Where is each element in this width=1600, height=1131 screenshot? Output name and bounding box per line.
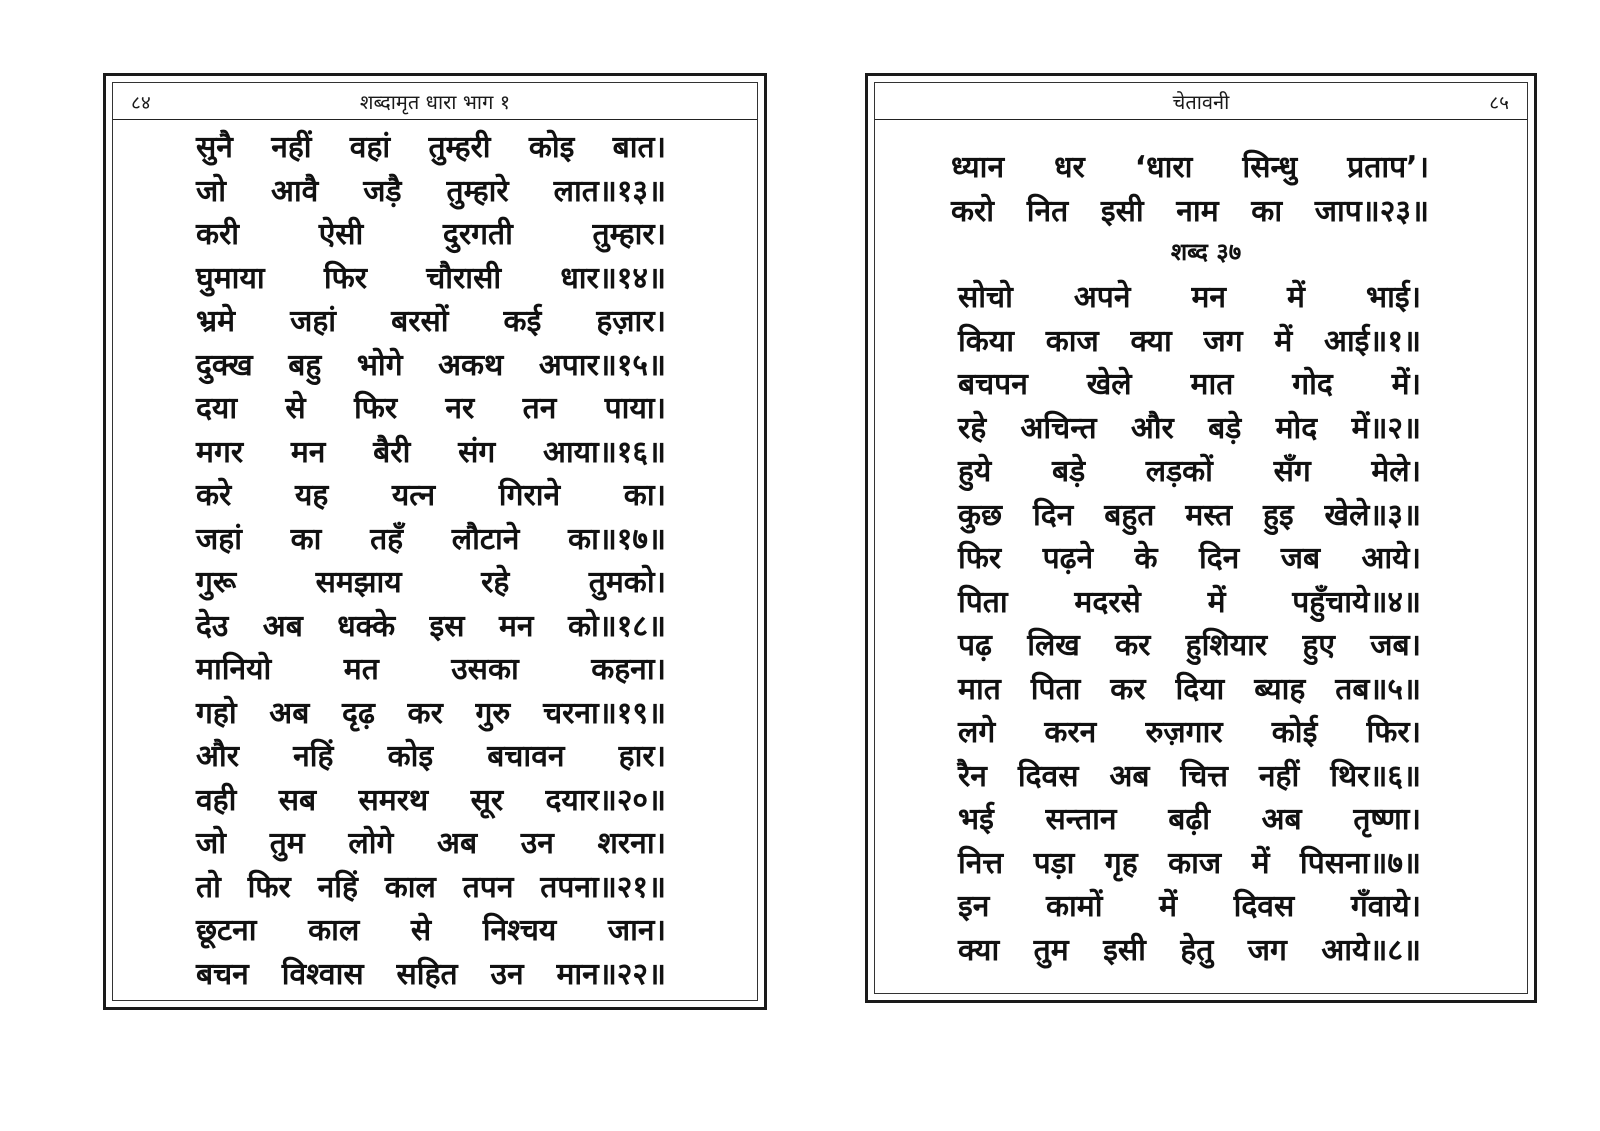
verse-line: भ्रमे जहां बरसों कई हज़ार। (196, 304, 666, 339)
verse-line: बचन विश्वास सहित उन मान॥२२॥ (196, 956, 666, 992)
left-page-number: ८४ (131, 92, 151, 114)
verse-line: जो आवै जड़ै तुम्हारे लात॥१३॥ (196, 173, 666, 209)
verse-line: दया से फिर नर तन पाया। (196, 391, 666, 426)
right-page-header (875, 83, 1527, 120)
verse-line: करी ऐसी दुरगती तुम्हार। (196, 217, 666, 252)
verse-line: ध्यान धर ‘धारा सिन्धु प्रताप’। (951, 150, 1429, 185)
verse-line: बचपन खेले मात गोद में। (958, 367, 1421, 402)
verse-line: मगर मन बैरी संग आया॥१६॥ (196, 434, 666, 470)
verse-line: दुक्ख बहु भोगे अकथ अपार॥१५॥ (196, 347, 666, 383)
verse-line: और नहिं कोइ बचावन हार। (196, 739, 666, 774)
verse-line: वही सब समरथ सूर दयार॥२०॥ (196, 782, 666, 818)
verse-line: करे यह यत्न गिराने का। (196, 478, 666, 513)
right-page (865, 73, 1537, 1003)
verse-line: भई सन्तान बढ़ी अब तृष्णा। (958, 802, 1421, 837)
verse-line: मानियो मत उसका कहना। (196, 652, 666, 687)
verse-line: करो नित इसी नाम का जाप॥२३॥ (951, 194, 1429, 229)
verse-line: लगे करन रुज़गार कोई फिर। (958, 715, 1421, 750)
verse-line: गहो अब दृढ़ कर गुरु चरना॥१९॥ (196, 695, 666, 731)
verse-line: सोचो अपने मन में भाई। (958, 280, 1421, 315)
verse-line: गुरू समझाय रहे तुमको। (196, 565, 666, 600)
verse-line: तो फिर नहिं काल तपन तपना॥२१॥ (196, 869, 666, 905)
verse-line: फिर पढ़ने के दिन जब आये। (958, 541, 1421, 576)
left-running-title: शब्दामृत धारा भाग १ (359, 90, 511, 114)
verse-line: क्या तुम इसी हेतु जग आये॥८॥ (958, 932, 1421, 968)
right-running-title: चेतावनी (1172, 90, 1230, 114)
right-page-frame (874, 82, 1528, 994)
left-page-header (113, 83, 757, 120)
left-page-frame (112, 82, 758, 1001)
verse-line: देउ अब धक्के इस मन को॥१८॥ (196, 608, 666, 644)
verse-line: मात पिता कर दिया ब्याह तब॥५॥ (958, 671, 1421, 707)
verse-line: नित्त पड़ा गृह काज में पिसना॥७॥ (958, 845, 1421, 881)
verse-line: कुछ दिन बहुत मस्त हुइ खेले॥३॥ (958, 497, 1421, 533)
verse-line: पढ़ लिख कर हुशियार हुए जब। (958, 628, 1421, 663)
right-page-number: ८५ (1489, 92, 1509, 114)
section-heading: शब्द ३७ (1170, 238, 1242, 266)
verse-line: हुये बड़े लड़कों सँग मेले। (958, 454, 1421, 489)
verse-line: किया काज क्या जग में आई॥१॥ (958, 323, 1421, 359)
verse-line: रैन दिवस अब चित्त नहीं थिर॥६॥ (958, 758, 1421, 794)
verse-line: घुमाया फिर चौरासी धार॥१४॥ (196, 260, 666, 296)
verse-line: जहां का तहँ लौटाने का॥१७॥ (196, 521, 666, 557)
verse-line: पिता मदरसे में पहुँचाये॥४॥ (958, 584, 1421, 620)
verse-line: जो तुम लोगे अब उन शरना। (196, 826, 666, 861)
verse-line: सुनै नहीं वहां तुम्हरी कोइ बात। (196, 130, 666, 165)
verse-line: छूटना काल से निश्चय जान। (196, 913, 666, 948)
verse-line: इन कामों में दिवस गँवाये। (958, 889, 1421, 924)
verse-line: रहे अचिन्त और बड़े मोद में॥२॥ (958, 410, 1421, 446)
left-page (103, 73, 767, 1010)
